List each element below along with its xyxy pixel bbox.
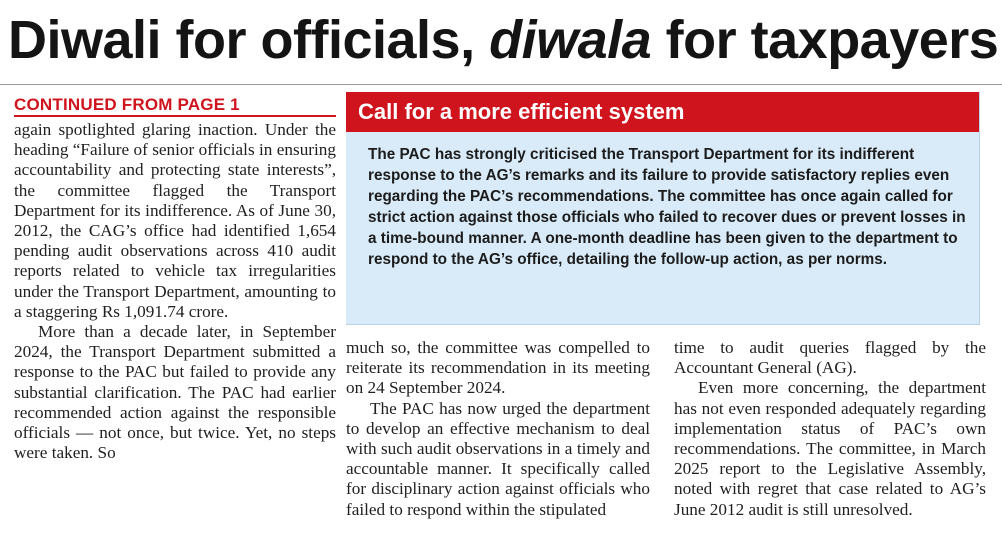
headline-divider [0, 84, 1002, 85]
sidebar-body: The PAC has strongly criticised the Transport Department for its indifferent response to the AG’s remarks and its failure to provide satisfactory replies even regarding the PAC’s recommendations. The committee has once again called for strict action against those officials who failed to recover dues or prevent losses in a time-bound manner. A one-month deadline has been given to the department to respond to the AG’s office, detailing the follow-up action, as per norms. [368, 146, 966, 268]
article-paragraph: More than a decade later, in September 2024, the Transport Department submitted a response to the PAC but failed to provide any substantial clarification. The PAC had earlier recommended action against the responsible officials — not once, but twice. Yet, no steps were taken. So [14, 322, 336, 463]
article-column-2 [346, 338, 650, 552]
article-paragraph: Even more concerning, the department has not even responded adequately regarding implementation status of PAC’s own recommendations. The committee, in March 2025 report to the Legislative Assembly, noted with regret that case related to AG’s June 2012 audit is still unresolved. [674, 378, 986, 519]
sidebar-title: Call for a more efficient system [346, 92, 979, 132]
headline [8, 0, 999, 80]
article-paragraph: much so, the committee was compelled to reiterate its recommendation in its meeting on 24 September 2024. [346, 338, 650, 398]
article-paragraph: time to audit queries flagged by the Accountant General (AG). [674, 338, 986, 378]
article-paragraph: The PAC has now urged the department to develop an effective mechanism to deal with such audit observations in a timely and accountable manner. It specifically called for disciplinary action against officials who failed to respond within the stipulated [346, 398, 650, 519]
headline-part-2: for taxpayers [651, 10, 999, 70]
article-paragraph: again spotlighted glaring inaction. Under the heading “Failure of senior officials in ensuring accountability and protecting state interests”, the committee flagged the Transport Department for its indifference. As of June 30, 2012, the CAG’s office had identified 1,654 pending audit observations across 410 audit reports related to vehicle tax irregularities under the Transport Department, amounting to a staggering Rs 1,091.74 crore. [14, 120, 336, 321]
headline-part-1: Diwali for officials, [8, 10, 490, 70]
article-column-3 [674, 338, 986, 552]
headline-italic-word: diwala [489, 10, 652, 70]
continued-kicker: CONTINUED FROM PAGE 1 [14, 95, 240, 114]
sidebar-box [346, 92, 980, 325]
kicker-underline [14, 115, 336, 117]
article-column-1 [14, 120, 336, 552]
